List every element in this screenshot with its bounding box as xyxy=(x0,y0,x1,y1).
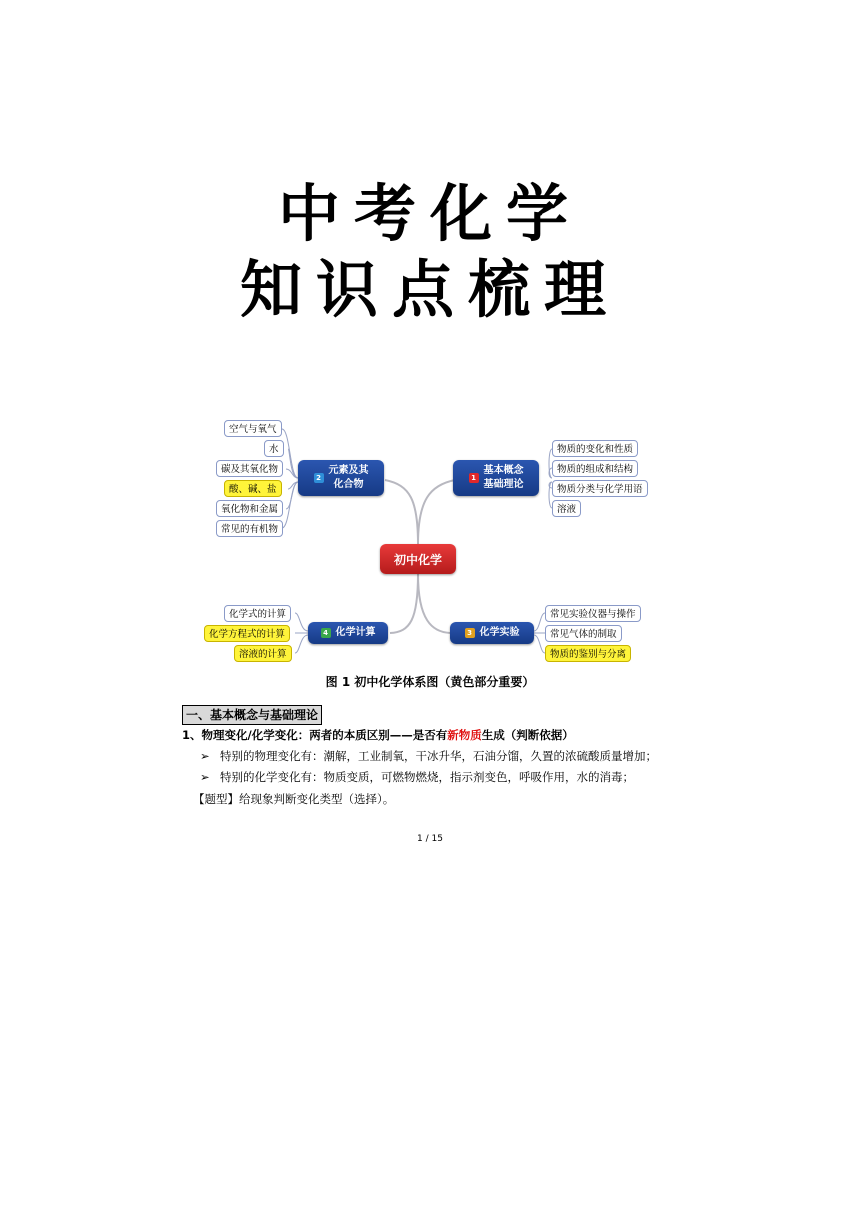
branch-elements-compounds xyxy=(298,460,384,496)
mindmap-center-node: 初中化学 xyxy=(380,544,456,574)
leaf-matter-change-property: 物质的变化和性质 xyxy=(552,440,638,457)
emphasis-new-substance: 新物质 xyxy=(447,728,482,742)
leaf-identification-separation: 物质的鉴别与分离 xyxy=(545,645,631,662)
bullet-physical-changes: ➢ 特别的物理变化有：潮解，工业制氧，干冰升华，石油分馏，久置的浓硫酸质量增加； xyxy=(200,749,657,763)
bullet-chemical-changes: ➢ 特别的化学变化有：物质变质，可燃物燃烧，指示剂变色，呼吸作用，水的消毒； xyxy=(200,770,634,784)
branch-label: 化学实验 xyxy=(479,627,520,638)
arrow-bullet-icon: ➢ xyxy=(200,770,210,784)
priority-badge-icon: 2 xyxy=(314,473,324,483)
leaf-gas-preparation: 常见气体的制取 xyxy=(545,625,622,642)
leaf-solution-calculation: 溶液的计算 xyxy=(234,645,292,662)
branch-label: 基本概念 基础理论 xyxy=(483,465,524,490)
priority-badge-icon: 4 xyxy=(321,628,331,638)
leaf-matter-composition: 物质的组成和结构 xyxy=(552,460,638,477)
leaf-equation-calculation: 化学方程式的计算 xyxy=(204,625,290,642)
leaf-acid-base-salt: 酸、碱、盐 xyxy=(224,480,282,497)
figure-caption: 图 1 初中化学体系图（黄色部分重要） xyxy=(325,675,535,689)
question-type-note: 【题型】给现象判断变化类型（选择）。 xyxy=(193,792,395,806)
leaf-air-oxygen: 空气与氧气 xyxy=(224,420,282,437)
leaf-organic-compounds: 常见的有机物 xyxy=(216,520,283,537)
branch-basic-concepts xyxy=(453,460,539,496)
priority-badge-icon: 3 xyxy=(465,628,475,638)
section-heading: 一、基本概念与基础理论 xyxy=(182,705,322,725)
branch-chemical-calculation xyxy=(308,622,388,644)
leaf-lab-instruments: 常见实验仪器与操作 xyxy=(545,605,641,622)
branch-label: 化学计算 xyxy=(335,627,376,638)
item-1-heading: 1、物理变化/化学变化：两者的本质区别——是否有新物质生成（判断依据） xyxy=(182,728,574,742)
title-line-2: 知识点梳理 xyxy=(239,253,620,326)
leaf-formula-calculation: 化学式的计算 xyxy=(224,605,291,622)
title-line-1: 中考化学 xyxy=(277,177,582,250)
branch-label: 元素及其 化合物 xyxy=(328,465,369,490)
leaf-carbon-oxides: 碳及其氧化物 xyxy=(216,460,283,477)
page-number: 1 / 15 xyxy=(417,834,443,844)
leaf-water: 水 xyxy=(264,440,284,457)
priority-badge-icon: 1 xyxy=(469,473,479,483)
leaf-oxides-metals: 氧化物和金属 xyxy=(216,500,283,517)
leaf-solution: 溶液 xyxy=(552,500,581,517)
mindmap xyxy=(200,410,670,670)
arrow-bullet-icon: ➢ xyxy=(200,749,210,763)
leaf-classification-terms: 物质分类与化学用语 xyxy=(552,480,648,497)
branch-chemical-experiment xyxy=(450,622,534,644)
